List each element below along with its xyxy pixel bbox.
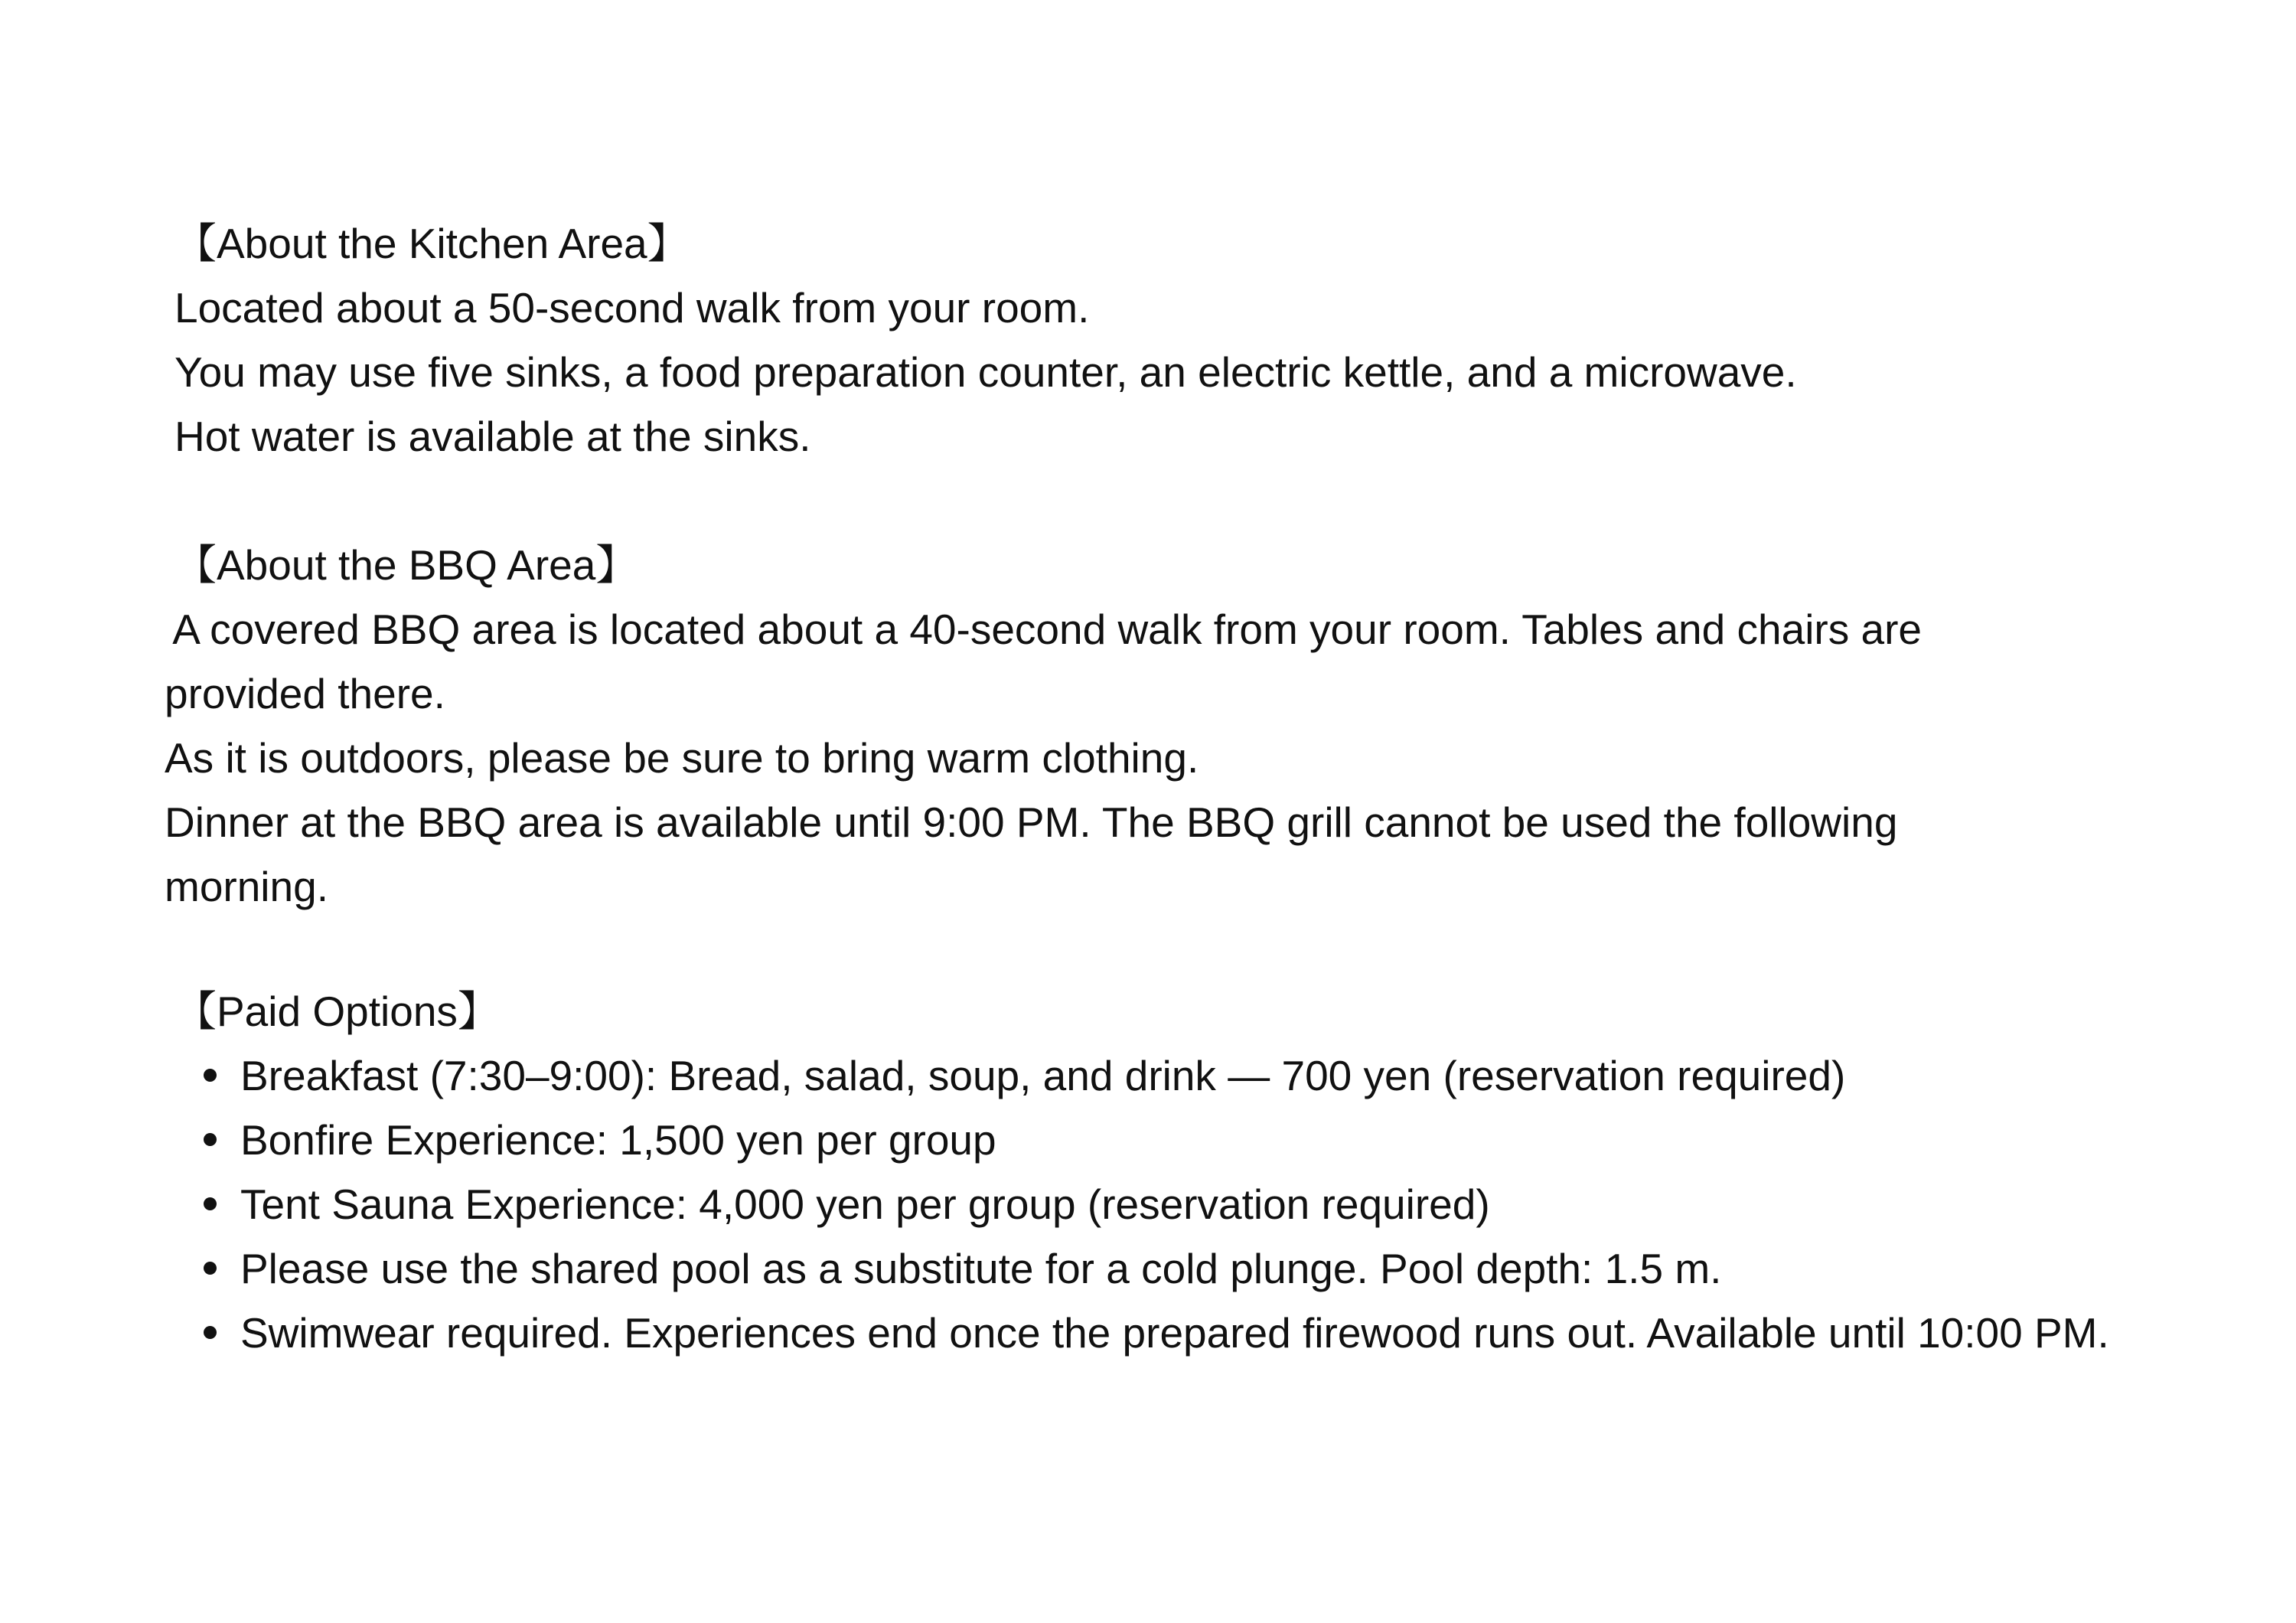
kitchen-line-1: Located about a 50-second walk from your room.: [174, 284, 1090, 331]
list-item: [201, 1043, 2200, 1108]
bullet-dot-icon: [204, 1326, 217, 1339]
paid-options-list: [201, 1043, 2200, 1365]
bbq-line-2: provided there.: [165, 670, 445, 717]
kitchen-heading: 【About the Kitchen Area】: [174, 220, 690, 267]
list-item-text: Bonfire Experience: 1,500 yen per group: [240, 1116, 996, 1164]
list-item-text: Please use the shared pool as a substitute for a cold plunge. Pool depth: 1.5 m.: [240, 1245, 1722, 1292]
list-item-text: Breakfast (7:30–9:00): Bread, salad, soup, and drink — 700 yen (reservation required): [240, 1052, 1846, 1099]
bbq-heading: 【About the BBQ Area】: [174, 541, 638, 589]
kitchen-line-3: Hot water is available at the sinks.: [174, 413, 811, 460]
list-item: [201, 1172, 2200, 1236]
list-item-text: Swimwear required. Experiences end once the prepared firewood runs out. Available until 10:00 PM.: [240, 1309, 2109, 1357]
kitchen-line-2: You may use five sinks, a food preparation counter, an electric kettle, and a microwave.: [174, 348, 1797, 396]
bullet-dot-icon: [204, 1197, 217, 1210]
list-item-text: Tent Sauna Experience: 4,000 yen per group (reservation required): [240, 1181, 1490, 1228]
bbq-line-5: morning.: [165, 863, 328, 910]
bullet-dot-icon: [204, 1262, 217, 1275]
list-item: [201, 1236, 2200, 1301]
bbq-line-1: A covered BBQ area is located about a 40-second walk from your room. Tables and chairs are: [163, 606, 1922, 653]
bullet-dot-icon: [204, 1133, 217, 1146]
list-item: [201, 1301, 2200, 1365]
paid-options-heading: 【Paid Options】: [174, 988, 500, 1035]
bbq-line-4: Dinner at the BBQ area is available until 9:00 PM. The BBQ grill cannot be used the following: [165, 798, 1898, 846]
bbq-line-3: As it is outdoors, please be sure to bring warm clothing.: [165, 734, 1199, 782]
bullet-dot-icon: [204, 1069, 217, 1082]
list-item: [201, 1108, 2200, 1172]
